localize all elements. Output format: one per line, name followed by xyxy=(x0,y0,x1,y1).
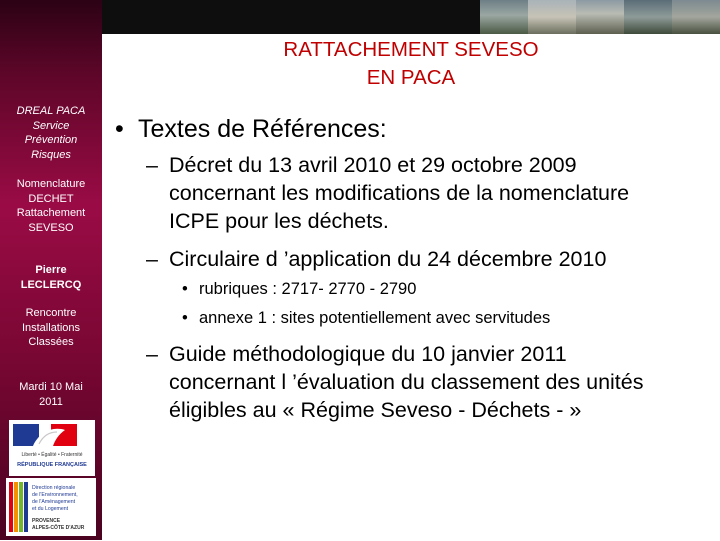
svg-text:RÉPUBLIQUE FRANÇAISE: RÉPUBLIQUE FRANÇAISE xyxy=(17,462,87,468)
bullet-icon: • xyxy=(115,115,124,143)
svg-text:Direction régionale: Direction régionale xyxy=(32,485,76,491)
list-item: – Décret du 13 avril 2010 et 29 octobre 2009 concernant les modifications de la nomenclature ICPE pour les déchets. xyxy=(146,153,630,233)
sidebar-topic: Nomenclature DECHET Rattachement SEVESO xyxy=(16,178,86,234)
sidebar-dreal-service: DREAL PACA Service Prévention Risques xyxy=(16,105,86,161)
sub-list-item: • annexe 1 : sites potentiellement avec servitudes xyxy=(182,309,551,327)
list-item: – Guide méthodologique du 10 janvier 2011 concernant l ’évaluation du classement des unités éligibles au « Régime Seveso - Déchets - » xyxy=(146,342,644,422)
svg-text:ALPES-CÔTE D'AZUR: ALPES-CÔTE D'AZUR xyxy=(32,525,85,531)
dash-icon: – xyxy=(146,153,158,177)
sidebar-author: Pierre LECLERCQ xyxy=(20,264,82,291)
svg-text:Liberté • Égalité • Fraternité: Liberté • Égalité • Fraternité xyxy=(21,452,83,458)
list-item: – Circulaire d ’application du 24 décembre 2010 xyxy=(146,247,607,271)
svg-text:de l'Environnement,: de l'Environnement, xyxy=(32,492,78,498)
slide-title: RATTACHEMENT SEVESO EN PACA xyxy=(283,38,539,89)
svg-text:et du Logement: et du Logement xyxy=(32,506,69,512)
svg-text:de l'Aménagement: de l'Aménagement xyxy=(32,499,76,505)
dash-icon: – xyxy=(146,247,158,271)
svg-text:PROVENCE: PROVENCE xyxy=(32,518,61,524)
sidebar-event: Rencontre Installations Classées xyxy=(21,307,81,348)
bullet-icon: • xyxy=(182,280,188,298)
sub-list-item: • rubriques : 2717- 2770 - 2790 xyxy=(182,280,417,298)
sidebar-date: Mardi 10 Mai 2011 xyxy=(19,381,83,408)
bullet-icon: • xyxy=(182,309,188,327)
dash-icon: – xyxy=(146,342,158,366)
heading-bullet: • Textes de Références: xyxy=(115,115,387,143)
